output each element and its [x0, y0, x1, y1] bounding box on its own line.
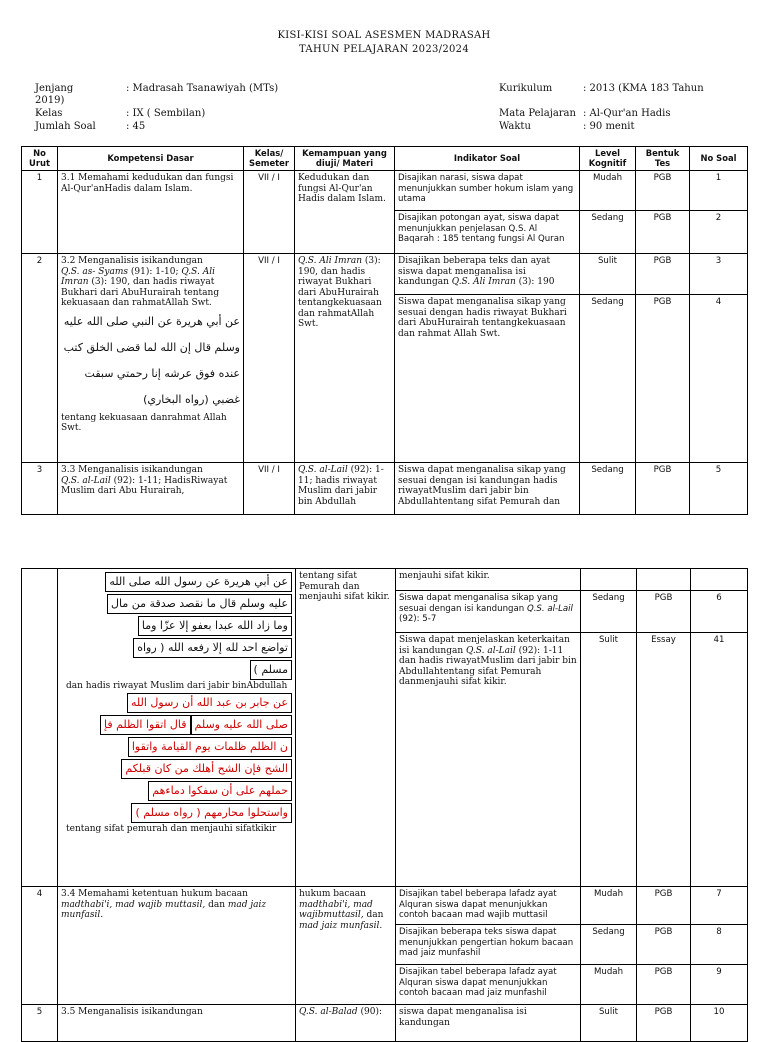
- cell-level: Sulit: [581, 1005, 637, 1042]
- kd-term: madthabi'i, mad wajib muttasil,: [61, 899, 206, 910]
- hadith-line-red: عن جابر بن عبد الله أن رسول الله: [127, 693, 292, 713]
- table-row: [22, 1005, 748, 1042]
- materi-text: (3): 190, dan hadis riwayat Bukhari dari AbuHurairah tentangkekuasaan dan rahmatAllah Swt.: [298, 256, 382, 329]
- hadith-arabic: عن أبي هريرة عن النبي صلى الله عليه وسلم قال إن الله لما قضى الخلق كتب عنده فوق عرشه إنا رحمتي سبقت غضبي (رواه البخاري): [63, 314, 240, 406]
- cell-indikator: menjauhi sifat kikir.: [396, 569, 581, 591]
- hadith-line-red: الشح فإن الشح أهلك من كان قبلكم: [121, 759, 292, 779]
- cell-materi: Kedudukan dan fungsi Al-Qur'an Hadis dalam Islam.: [295, 171, 395, 254]
- materi-text: hukum bacaan: [299, 889, 366, 899]
- cell-bentuk: PGB: [637, 965, 691, 1005]
- hadith-line: عن أبي هريرة عن رسول الله صلى الله: [105, 572, 292, 592]
- cell-level: Sedang: [580, 295, 636, 463]
- cell-indikator: Disajikan tabel beberapa lafadz ayat Alquran siswa dapat menunjukkan contoh bacaan mad jaiz munfashil: [396, 965, 581, 1005]
- cell-materi: [295, 463, 395, 515]
- meta-waktu-value: : 90 menit: [583, 121, 635, 132]
- kd-surah: Q.S. Ali Imran: [61, 266, 215, 287]
- cell-materi: [296, 1005, 396, 1042]
- materi-text: (90):: [357, 1007, 383, 1017]
- table-row: [22, 463, 748, 515]
- cell-bentuk: PGB: [637, 591, 691, 633]
- cell-level: Sulit: [580, 254, 636, 295]
- kisi-table-page2: [21, 568, 748, 1042]
- kd-text: tentang sifat pemurah dan menjauhi sifatkikir: [66, 823, 277, 834]
- cell-indikator: siswa dapat menganalisa isi kandungan: [396, 1005, 581, 1042]
- hadith-line: وما زاد الله عبدا بعفو إلا عزّا وما: [138, 616, 292, 636]
- meta-jumlah-label: Jumlah Soal: [35, 121, 96, 132]
- cell-indikator: Disajikan tabel beberapa lafadz ayat Alquran siswa dapat menunjukkan contoh bacaan mad wajib muttasil: [396, 887, 581, 925]
- cell-indikator: [396, 633, 581, 887]
- cell-indikator: Siswa dapat menganalisa sikap yang sesuai dengan isi kandungan hadis riwayatMuslim dari jabir bin Abdullahtentang sifat Pemurah dan: [395, 463, 580, 515]
- hadith-line-red: حملهم على أن سفكوا دماءهم: [148, 781, 292, 801]
- cell-bentuk: PGB: [636, 295, 690, 463]
- cell-nosoal: 41: [691, 633, 748, 887]
- hadith-line-red: واستحلوا محارمهم ( رواه مسلم ): [131, 803, 292, 823]
- cell-nosoal: 10: [691, 1005, 748, 1042]
- hadith-box-group: [98, 571, 292, 681]
- table-row: [22, 171, 748, 211]
- kd-text: (3): 190, dan hadis riwayat Bukhari dari AbuHurairah tentang kekuasaan dan rahmatAllah Swt.: [61, 277, 220, 308]
- cell-nosoal: 5: [690, 463, 748, 515]
- cell-level: [581, 569, 637, 591]
- cell-bentuk: PGB: [637, 887, 691, 925]
- cell-materi: [295, 254, 395, 463]
- meta-jumlah-value: : 45: [126, 121, 146, 132]
- ind-text: (3): 190: [515, 277, 555, 287]
- ind-surah: Q.S. al-Lail: [526, 603, 573, 614]
- kd-text: 3.2 Menganalisis isikandungan: [61, 256, 203, 266]
- materi-text: dan: [363, 910, 384, 920]
- ind-surah: Q.S. Ali Imran: [451, 277, 516, 287]
- cell-indikator: [395, 254, 580, 295]
- ind-text: Siswa dapat menganalisa sikap yang sesuai dengan hadis riwayat Bukhari dari AbuHurairah tentangkekuasaan dan rahmat Allah Swt.: [398, 297, 567, 339]
- cell-level: Sedang: [581, 925, 637, 965]
- kd-surah: Q.S. al-Lail: [61, 475, 111, 486]
- cell-nosoal: [691, 569, 748, 591]
- cell-nosoal: 2: [690, 211, 748, 254]
- kd-text: dan: [205, 899, 228, 910]
- cell-level: Mudah: [580, 171, 636, 211]
- table-header-row: [22, 147, 748, 171]
- kd-surah: Q.S. as- Syams: [61, 266, 129, 277]
- meta-kelas-value: : IX ( Sembilan): [126, 108, 206, 119]
- cell-level: Sedang: [581, 591, 637, 633]
- col-no: No Urut: [22, 147, 58, 171]
- cell-no: 5: [22, 1005, 58, 1042]
- hadith-line: عليه وسلم قال ما نقصد صدقة من مال: [107, 594, 292, 614]
- materi-term: madthabi'i, mad wajibmuttasil,: [299, 899, 373, 920]
- cell-kd: [58, 254, 244, 463]
- cell-indikator: [395, 295, 580, 463]
- kd-text: tentang kekuasaan danrahmat Allah Swt.: [61, 412, 227, 433]
- cell-indikator: Disajikan potongan ayat, siswa dapat menunjukkan penjelasan Q.S. Al Baqarah : 185 tentang fungsi Al Quran: [395, 211, 580, 254]
- cell-indikator: Disajikan beberapa teks siswa dapat menunjukkan pengertian hokum bacaan mad jaiz munfashil: [396, 925, 581, 965]
- ind-text: (92): 5-7: [399, 614, 437, 624]
- materi-term: mad jaiz munfasil.: [299, 920, 383, 931]
- meta-kelas-label: Kelas: [35, 108, 63, 119]
- table-row: [22, 254, 748, 295]
- materi-surah: Q.S. al-Balad: [299, 1007, 358, 1017]
- cell-materi: [296, 887, 396, 1005]
- cell-nosoal: 1: [690, 171, 748, 211]
- meta-kurikulum-label: Kurikulum: [499, 83, 553, 94]
- ind-surah: Q.S. al-Lail: [466, 645, 516, 656]
- col-kelas: Kelas/ Semeter: [244, 147, 295, 171]
- cell-level: Sedang: [580, 463, 636, 515]
- cell-kd: [58, 463, 244, 515]
- materi-text: (92): 1-11; hadis riwayat Muslim dari jabir bin Abdullah: [298, 465, 384, 507]
- cell-bentuk: Essay: [637, 633, 691, 887]
- col-indikator: Indikator Soal: [395, 147, 580, 171]
- cell-bentuk: PGB: [637, 925, 691, 965]
- cell-no: 2: [22, 254, 58, 463]
- hadith-line-red: صلى الله عليه وسلم: [191, 715, 293, 735]
- kd-text: 3.3 Menganalisis isikandungan: [61, 465, 203, 475]
- cell-level: Mudah: [581, 965, 637, 1005]
- cell-no: [22, 569, 58, 887]
- col-kemampuan: Kemampuan yang diuji/ Materi: [295, 147, 395, 171]
- cell-level: Sulit: [581, 633, 637, 887]
- hadith-red-group: [98, 692, 292, 824]
- hadith-line: تواضع احد لله إلا رفعه الله ( رواه: [133, 638, 292, 658]
- materi-surah: Q.S. al-Lail: [298, 465, 348, 475]
- ind-text: (92): 1-11 dan hadis riwayatMuslim dari jabir bin Abdullahtentang sifat Pemurah danmenjauhi sifat kikir.: [399, 645, 577, 687]
- ind-text: Disajikan beberapa teks dan ayat siswa dapat menganalisa isi kandungan: [398, 256, 551, 287]
- table-row: [22, 569, 748, 591]
- cell-kelas: VII / I: [244, 171, 295, 254]
- col-bentuk: Bentuk Tes: [636, 147, 690, 171]
- hadith-line-red: قال اتقوا الظلم فإ: [100, 715, 191, 735]
- meta-jenjang-value: : Madrasah Tsanawiyah (MTs): [126, 83, 279, 94]
- meta-mapel-value: : Al-Qur'an Hadis: [583, 108, 671, 119]
- kd-text: (91): 1-10;: [128, 266, 182, 277]
- kd-text: 3.4 Memahami ketentuan hukum bacaan: [61, 889, 248, 899]
- cell-bentuk: PGB: [636, 171, 690, 211]
- cell-kd: 3.5 Menganalisis isikandungan: [58, 1005, 296, 1042]
- ind-text: Siswa dapat menjelaskan keterkaitan isi kandungan: [399, 635, 570, 656]
- table-row: [22, 887, 748, 925]
- cell-bentuk: PGB: [637, 1005, 691, 1042]
- kisi-table-page1: [21, 146, 748, 515]
- meta-jenjang-label: Jenjang: [35, 83, 74, 94]
- kd-term: mad jaiz munfasil.: [61, 899, 267, 920]
- cell-kd: [58, 887, 296, 1005]
- meta-kurikulum-cont: 2019): [35, 95, 65, 106]
- col-kd: Kompetensi Dasar: [58, 147, 244, 171]
- doc-subtitle: TAHUN PELAJARAN 2023/2024: [299, 44, 469, 55]
- materi-surah: Q.S. Ali Imran: [298, 256, 363, 266]
- cell-no: 4: [22, 887, 58, 1005]
- cell-materi: tentang sifat Pemurah dan menjauhi sifat kikir.: [296, 569, 396, 887]
- cell-no: 1: [22, 171, 58, 254]
- ind-text: Siswa dapat menganalisa sikap yang sesuai dengan isi kandungan: [399, 593, 559, 614]
- cell-bentuk: PGB: [636, 463, 690, 515]
- hadith-line: مسلم ): [250, 660, 292, 680]
- cell-bentuk: PGB: [636, 211, 690, 254]
- col-nosoal: No Soal: [690, 147, 748, 171]
- cell-bentuk: [637, 569, 691, 591]
- col-level: Level Kognitif: [580, 147, 636, 171]
- cell-no: 3: [22, 463, 58, 515]
- cell-nosoal: 4: [690, 295, 748, 463]
- meta-mapel-label: Mata Pelajaran: [499, 108, 576, 119]
- cell-indikator: [396, 591, 581, 633]
- cell-nosoal: 7: [691, 887, 748, 925]
- meta-kurikulum-value: : 2013 (KMA 183 Tahun: [583, 83, 704, 94]
- cell-indikator: Disajikan narasi, siswa dapat menunjukkan sumber hokum islam yang utama: [395, 171, 580, 211]
- hadith-line-red: ن الظلم ظلمات يوم القيامة واتقوا: [128, 737, 292, 757]
- cell-bentuk: PGB: [636, 254, 690, 295]
- cell-nosoal: 3: [690, 254, 748, 295]
- kd-text: dan hadis riwayat Muslim dari jabir binAbdullah: [66, 681, 288, 691]
- cell-nosoal: 9: [691, 965, 748, 1005]
- meta-waktu-label: Waktu: [499, 121, 531, 132]
- cell-kd: 3.1 Memahami kedudukan dan fungsi Al-Qur'anHadis dalam Islam.: [58, 171, 244, 254]
- cell-level: Sedang: [580, 211, 636, 254]
- cell-level: Mudah: [581, 887, 637, 925]
- kd-text: (92): 1-11; HadisRiwayat Muslim dari Abu Hurairah,: [61, 475, 228, 496]
- cell-nosoal: 6: [691, 591, 748, 633]
- cell-nosoal: 8: [691, 925, 748, 965]
- cell-kelas: VII / I: [244, 254, 295, 463]
- cell-kd: [58, 569, 296, 887]
- cell-kelas: VII / I: [244, 463, 295, 515]
- doc-title: KISI-KISI SOAL ASESMEN MADRASAH: [277, 30, 491, 41]
